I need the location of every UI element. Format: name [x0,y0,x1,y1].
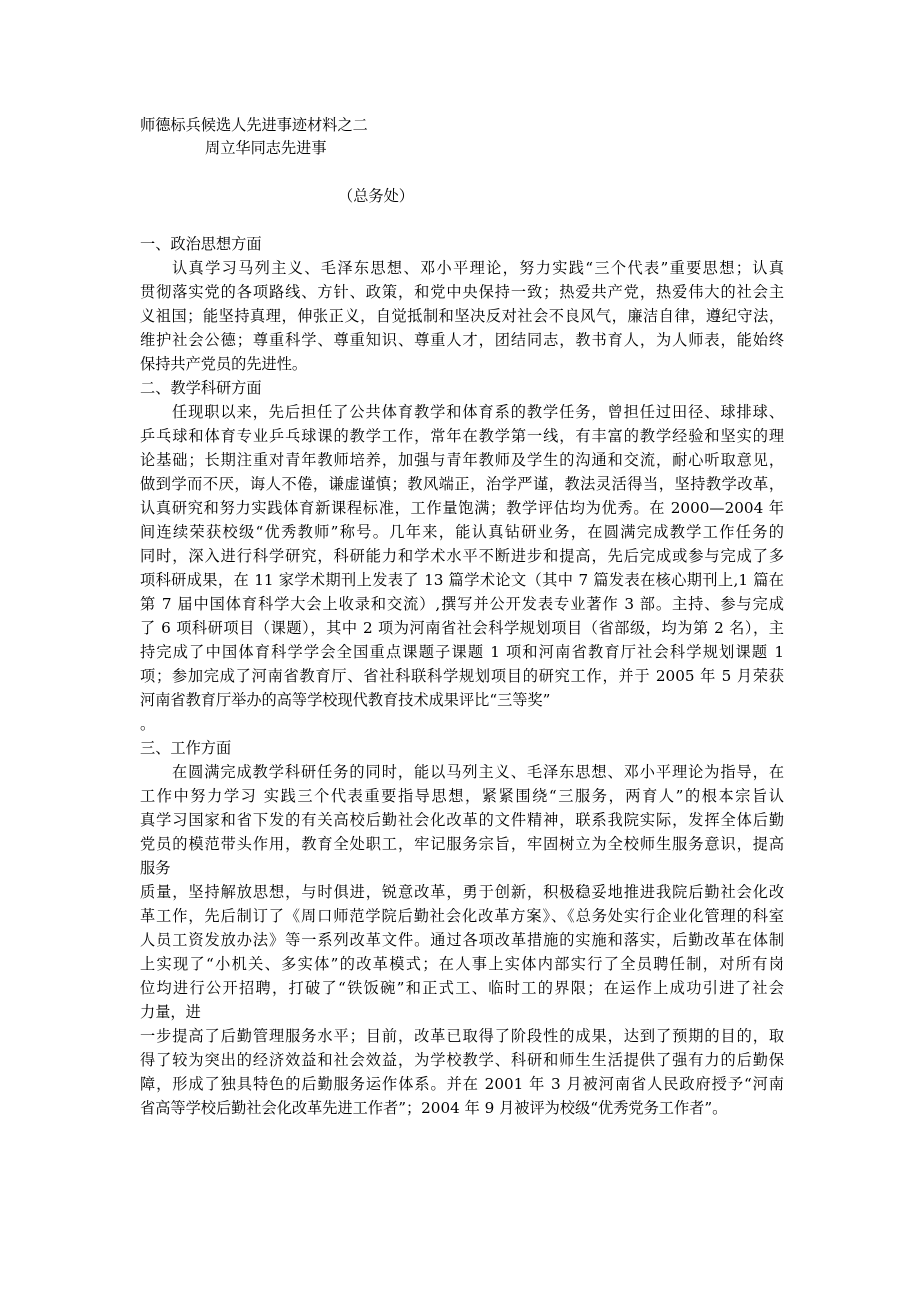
paragraph-line: 党员的模范带头作用，教育全处职工，牢记服务宗旨，牢固树立为全校师生服务意识，提高 [140,835,784,853]
paragraph-line: 了 6 项科研项目（课题），其中 2 项为河南省社会科学规划项目（省部级，均为第 2 名），主 [140,619,784,637]
paragraph-line: 质量，坚持解放思想，与时俱进，锐意改革，勇于创新，积极稳妥地推进我院后勤社会化改 [140,883,784,901]
paragraph-line: 革工作，先后制订了《周口师范学院后勤社会化改革方案》、《总务处实行企业化管理的科室 [140,907,784,925]
paragraph-line: 保持共产党员的先进性。 [140,355,308,373]
section-heading: 一、政治思想方面 [140,235,262,253]
paragraph-line: 同时，深入进行科学研究，科研能力和学术水平不断进步和提高，先后完成或参与完成了多 [140,547,784,565]
paragraph-line: 认真研究和努力实践体育新课程标准，工作量饱满；教学评估均为优秀。在 2000—2004 年 [140,499,784,517]
paragraph-line: 维护社会公德；尊重科学、尊重知识、尊重人才，团结同志，教书育人，为人师表，能始终 [140,331,784,349]
paragraph-line: 项科研成果，在 11 家学术期刊上发表了 13 篇学术论文（其中 7 篇发表在核心期刊上,1 篇在 [140,571,784,589]
paragraph-line: 论基础；长期注重对青年教师培养，加强与青年教师及学生的沟通和交流，耐心听取意见， [140,451,784,469]
paragraph-line: 贯彻落实党的各项路线、方针、政策，和党中央保持一致；热爱共产党，热爱伟大的社会主 [140,283,784,301]
paragraph-line: 一步提高了后勤管理服务水平；目前，改革已取得了阶段性的成果，达到了预期的目的，取 [140,1027,784,1045]
paragraph-line: 义祖国；能坚持真理，伸张正义，自觉抵制和坚决反对社会不良风气，廉洁自律，遵纪守法， [140,307,784,325]
paragraph-line: 在圆满完成教学科研任务的同时，能以马列主义、毛泽东思想、邓小平理论为指导，在 [172,763,784,781]
paragraph-line: 河南省教育厅举办的高等学校现代教育技术成果评比“三等奖” [140,691,551,709]
paragraph-line: 真学习国家和省下发的有关高校后勤社会化改革的文件精神，联系我院实际，发挥全体后勤 [140,811,784,829]
paragraph-line: 项；参加完成了河南省教育厅、省社科联科学规划项目的研究工作，并于 2005 年 5 月荣获 [140,667,784,685]
section-heading: 二、教学科研方面 [140,379,262,397]
paragraph-line: 乒乓球和体育专业乒乓球课的教学工作，常年在教学第一线，有丰富的教学经验和坚实的理 [140,427,784,445]
paragraph-line: 得了较为突出的经济效益和社会效益，为学校教学、科研和师生生活提供了强有力的后勤保 [140,1051,784,1069]
paragraph-line: 间连续荣获校级“优秀教师”称号。几年来，能认真钻研业务，在圆满完成教学工作任务的 [140,523,784,541]
paragraph-line: 障，形成了独具特色的后勤服务运作体系。并在 2001 年 3 月被河南省人民政府授予“河南 [140,1075,784,1093]
paragraph-line: 位均进行公开招聘，打破了“铁饭碗”和正式工、临时工的界限；在运作上成功引进了社会 [140,979,784,997]
paragraph-line: 持完成了中国体育科学学会全国重点课题子课题 1 项和河南省教育厅社会科学规划课题 1 [140,643,784,661]
paragraph-line: 工作中努力学习 实践三个代表重要指导思想，紧紧围绕“三服务，两育人”的根本宗旨认 [140,787,784,805]
paragraph-line: 服务 [140,859,171,877]
paragraph-line: 任现职以来，先后担任了公共体育教学和体育系的教学任务，曾担任过田径、球排球、 [172,403,784,421]
paragraph-line: 。 [140,715,156,733]
document-title: 师德标兵候选人先进事迹材料之二 [140,116,368,134]
paragraph-line: 力量，进 [140,1003,201,1021]
paragraph-line: 第 7 届中国体育科学大会上收录和交流）,撰写并公开发表专业著作 3 部。主持、参与完成 [140,595,784,613]
section-heading: 三、工作方面 [140,739,232,757]
paragraph-line: 省高等学校后勤社会化改革先进工作者”；2004 年 9 月被评为校级“优秀党务工作者”。 [140,1099,728,1117]
paragraph-line: 上实现了“小机关、多实体”的改革模式；在人事上实体内部实行了全员聘任制，对所有岗 [140,955,784,973]
paragraph-line: 人员工资发放办法》等一系列改革文件。通过各项改革措施的实施和落实，后勤改革在体制 [140,931,784,949]
department-label: （总务处） [338,187,414,205]
paragraph-line: 做到学而不厌，诲人不倦，谦虚谨慎；教风端正，治学严谨，教法灵活得当，坚持教学改革， [140,475,784,493]
paragraph-line: 认真学习马列主义、毛泽东思想、邓小平理论，努力实践“三个代表”重要思想；认真 [172,259,784,277]
document-subtitle: 周立华同志先进事 [205,139,327,157]
